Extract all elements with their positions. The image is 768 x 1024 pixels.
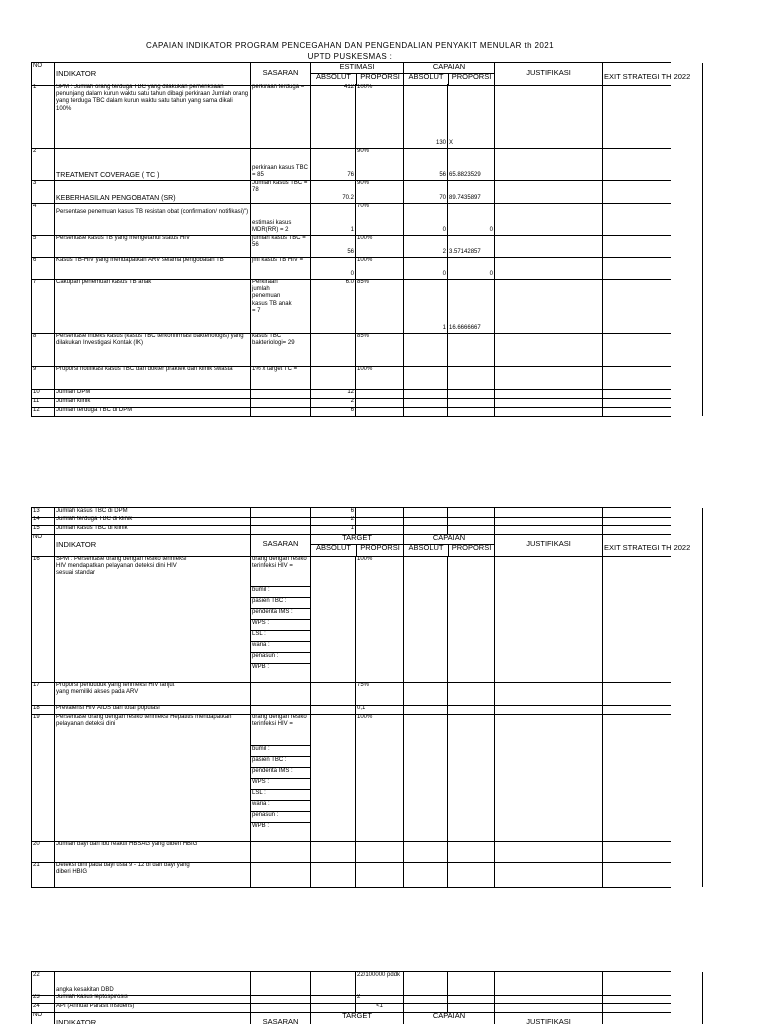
row-indikator: Persentase kasus TB yang mengetahui status HIV — [55, 235, 251, 257]
row-indikator: KEBERHASILAN PENGOBATAN (SR) — [55, 180, 251, 203]
row-justifikasi — [495, 180, 603, 203]
row-capaian-absolut — [404, 994, 448, 1003]
table-row — [31, 180, 671, 204]
row-capaian-absolut — [404, 862, 448, 887]
row-exit-strategi — [603, 556, 703, 682]
row-justifikasi — [495, 203, 603, 235]
row-exit-strategi — [603, 994, 703, 1003]
row-capaian-proporsi — [448, 333, 495, 366]
row-justifikasi — [495, 148, 603, 180]
table-row — [31, 333, 671, 367]
header-proporsi: PROPORSI — [360, 543, 400, 552]
sasaran-pasien-tbc: pasien TBC : — [251, 597, 310, 605]
row-no: 15 — [31, 525, 55, 534]
row-proporsi: 100% — [356, 84, 404, 148]
row-proporsi — [356, 407, 404, 416]
row-capaian-proporsi — [448, 994, 495, 1003]
sasaran-waria: waria : — [251, 800, 310, 808]
table-row — [31, 714, 671, 842]
header-exit-strategi: EXIT STRATEGI TH 2022 — [603, 63, 703, 85]
header-no: NO — [31, 63, 55, 85]
table-row — [31, 971, 671, 996]
row-no: 7 — [31, 279, 55, 333]
table-row — [31, 235, 671, 258]
row-absolut — [311, 556, 356, 682]
header-capaian-absolut: ABSOLUT — [404, 73, 449, 85]
row-justifikasi — [495, 841, 603, 862]
row-capaian-proporsi: 16.6666667 — [448, 279, 495, 333]
row-indikator: Jumlah klinik — [55, 398, 251, 407]
row-indikator: SPM : Persentase orang dengan resiko terinfeksi HIV mendapatkan pelayanan deteksi dini HIV sesuai standar — [55, 556, 251, 682]
row-exit-strategi — [603, 705, 703, 714]
row-absolut — [311, 841, 356, 862]
header-sasaran: SASARAN — [251, 534, 311, 556]
row-no: 23 — [31, 994, 55, 1003]
row-proporsi — [356, 862, 404, 887]
row-absolut: 6.0 — [311, 279, 356, 333]
header-proporsi: PROPORSI — [360, 72, 400, 81]
row-no: 20 — [31, 841, 55, 862]
row-proporsi: 90% — [356, 180, 404, 203]
header-estimasi-group — [311, 63, 404, 85]
row-no: 13 — [31, 508, 55, 517]
row-absolut: 0 — [311, 257, 356, 279]
header-justifikasi: JUSTIFIKASI — [495, 63, 603, 85]
sasaran-waria: waria : — [251, 641, 310, 649]
row-no: 3 — [31, 180, 55, 203]
row-capaian-proporsi — [448, 972, 495, 995]
header-no: NO — [31, 534, 55, 556]
table-row — [31, 366, 671, 390]
row-no: 19 — [31, 714, 55, 841]
row-exit-strategi — [603, 148, 703, 180]
row-no: 6 — [31, 257, 55, 279]
row-no: 2 — [31, 148, 55, 180]
header-absolut: ABSOLUT — [311, 544, 357, 556]
row-absolut: 56 — [311, 235, 356, 257]
row-absolut: 6 — [311, 407, 356, 416]
row-proporsi: 100% — [356, 257, 404, 279]
header-exit-strategi: EXIT STRATEGI TH 2022 — [603, 534, 703, 556]
document-title: CAPAIAN INDIKATOR PROGRAM PENCEGAHAN DAN PENGENDALIAN PENYAKIT MENULAR th 2021 — [146, 41, 554, 50]
row-justifikasi — [495, 516, 603, 525]
row-sasaran: jumlah kasus TBC = 56 — [251, 235, 311, 257]
row-no: 24 — [31, 1003, 55, 1012]
header-target: TARGET — [311, 1012, 404, 1024]
row-justifikasi — [495, 705, 603, 714]
row-absolut — [311, 862, 356, 887]
header-capaian-absolut: ABSOLUT — [404, 544, 449, 556]
row-absolut — [311, 333, 356, 366]
row-proporsi: 70% — [356, 203, 404, 235]
row-indikator: Jumlah terduga TBC di DPM — [55, 407, 251, 416]
header-capaian-proporsi: PROPORSI — [451, 543, 492, 552]
sasaran-penderita-ims: penderita IMS : — [251, 767, 310, 775]
row-sasaran — [251, 407, 311, 416]
row-sasaran — [251, 682, 311, 705]
row-proporsi: 2 — [356, 994, 404, 1003]
row-absolut: 70.2 — [311, 180, 356, 203]
row-absolut: 76 — [311, 148, 356, 180]
row-capaian-absolut: 0 — [404, 257, 448, 279]
row-indikator: Persentase penemuan kasus TB resistan obat (confirmation/ notifikasi)") — [55, 203, 251, 235]
row-capaian-proporsi — [448, 841, 495, 862]
table-row — [31, 203, 671, 236]
row-capaian-absolut — [404, 682, 448, 705]
header-capaian: CAPAIAN — [404, 1012, 495, 1024]
row-absolut — [311, 714, 356, 841]
row-indikator: Prevalensi HIV AIDS dari total populasi — [55, 705, 251, 714]
row-absolut: 6 — [311, 508, 356, 517]
row-capaian-absolut: 70 — [404, 180, 448, 203]
sasaran-lsl: LSL : — [251, 630, 310, 638]
row-proporsi: 100% — [356, 366, 404, 389]
row-no: 16 — [31, 556, 55, 682]
row-absolut: 12 — [311, 389, 356, 398]
row-proporsi: 0,1 — [356, 705, 404, 714]
row-exit-strategi — [603, 84, 703, 148]
row-absolut — [311, 682, 356, 705]
table-header — [31, 534, 691, 557]
row-absolut — [311, 994, 356, 1003]
row-exit-strategi — [603, 862, 703, 887]
table-row — [31, 279, 671, 334]
header-indikator: INDIKATOR — [55, 63, 251, 85]
sasaran-penderita-ims: penderita IMS : — [251, 608, 310, 616]
sasaran-bumil: bumil : — [251, 586, 310, 594]
row-indikator: Proporsi notifikasi kasus TBC dari dokter praktek dan klinik swasta — [55, 366, 251, 389]
table-row — [31, 407, 671, 417]
row-capaian-absolut — [404, 398, 448, 407]
row-exit-strategi — [603, 389, 703, 398]
row-justifikasi — [495, 84, 603, 148]
sasaran-wpb: WPB : — [251, 822, 310, 830]
row-proporsi — [356, 525, 404, 534]
row-proporsi: 85% — [356, 333, 404, 366]
header-estimasi: ESTIMASI — [311, 63, 403, 74]
row-proporsi — [356, 516, 404, 525]
row-capaian-proporsi — [448, 556, 495, 682]
row-proporsi: 100% — [356, 714, 404, 841]
row-justifikasi — [495, 235, 603, 257]
row-indikator: Proporsi penduduk yang terinfeksi HIV lanjut yang memiliki akses pada ARV — [55, 682, 251, 705]
row-absolut — [311, 1003, 356, 1012]
row-justifikasi — [495, 257, 603, 279]
row-indikator: angka kesakitan DBD — [55, 972, 251, 995]
sasaran-label: orang dengan resiko terinfeksi HIV = — [252, 556, 307, 570]
row-indikator: Persentase orang dengan resiko terinfeksi Hepatitis mendapatkan pelayanan deteksi dini — [55, 714, 251, 841]
header-capaian-group — [404, 63, 495, 85]
row-capaian-proporsi: 65.8823529 — [448, 148, 495, 180]
row-proporsi: 100% — [356, 235, 404, 257]
row-capaian-proporsi: 3.57142857 — [448, 235, 495, 257]
sasaran-wps: WPS : — [251, 619, 310, 627]
header-target: TARGET — [311, 534, 403, 545]
row-absolut: 1 — [311, 525, 356, 534]
row-capaian-absolut — [404, 516, 448, 525]
row-capaian-proporsi — [448, 525, 495, 534]
row-justifikasi — [495, 556, 603, 682]
row-justifikasi — [495, 366, 603, 389]
row-justifikasi — [495, 279, 603, 333]
row-exit-strategi — [603, 257, 703, 279]
row-sasaran: Perkiraan jumlah penemuan kasus TB anak = 7 — [251, 279, 311, 333]
row-capaian-absolut — [404, 1003, 448, 1012]
header-indikator: INDIKATOR — [55, 1012, 251, 1024]
row-proporsi — [356, 398, 404, 407]
row-justifikasi — [495, 1003, 603, 1012]
row-justifikasi — [495, 994, 603, 1003]
table-header — [31, 1012, 671, 1024]
row-capaian-absolut — [404, 389, 448, 398]
header-capaian-proporsi: PROPORSI — [451, 72, 492, 81]
document-subtitle: UPTD PUSKESMAS : — [307, 52, 393, 61]
row-capaian-absolut — [404, 841, 448, 862]
row-capaian-proporsi: 0 — [448, 257, 495, 279]
row-capaian-absolut — [404, 556, 448, 682]
sasaran-bumil: bumil : — [251, 745, 310, 753]
row-proporsi — [356, 389, 404, 398]
row-capaian-absolut — [404, 366, 448, 389]
sasaran-label: orang dengan resiko terinfeksi HIV = — [252, 714, 307, 728]
row-capaian-absolut: 2 — [404, 235, 448, 257]
table-row — [31, 84, 671, 149]
header-capaian-group — [404, 534, 495, 556]
row-justifikasi — [495, 407, 603, 416]
row-capaian-proporsi: 0 — [448, 203, 495, 235]
row-indikator: API (Annual Parasit Insidens) — [55, 1003, 251, 1012]
row-justifikasi — [495, 682, 603, 705]
table-row — [31, 148, 671, 181]
row-proporsi: 100% — [356, 556, 404, 682]
row-absolut — [311, 972, 356, 995]
sasaran-penasun: penasun : — [251, 652, 310, 660]
row-capaian-proporsi — [448, 862, 495, 887]
row-sasaran — [251, 714, 311, 841]
row-no: 4 — [31, 203, 55, 235]
row-justifikasi — [495, 389, 603, 398]
row-exit-strategi — [603, 180, 703, 203]
row-exit-strategi — [603, 407, 703, 416]
row-justifikasi — [495, 972, 603, 995]
sasaran-pasien-tbc: pasien TBC : — [251, 756, 310, 764]
row-justifikasi — [495, 333, 603, 366]
row-no: 18 — [31, 705, 55, 714]
row-absolut: 1 — [311, 203, 356, 235]
header-target-group — [311, 534, 404, 556]
row-exit-strategi — [603, 682, 703, 705]
row-sasaran — [251, 862, 311, 887]
row-absolut: 2 — [311, 398, 356, 407]
row-exit-strategi — [603, 516, 703, 525]
row-sasaran — [251, 994, 311, 1003]
row-capaian-absolut — [404, 705, 448, 714]
row-absolut: 2 — [311, 516, 356, 525]
row-no: 1 — [31, 84, 55, 148]
table-row — [31, 682, 671, 706]
row-justifikasi — [495, 525, 603, 534]
row-proporsi — [356, 841, 404, 862]
sasaran-wpb: WPB : — [251, 663, 310, 671]
row-indikator: TREATMENT COVERAGE ( TC ) — [55, 148, 251, 180]
row-no: 12 — [31, 407, 55, 416]
row-capaian-absolut — [404, 333, 448, 366]
row-justifikasi — [495, 862, 603, 887]
table-row — [31, 556, 671, 683]
header-sasaran: SASARAN — [251, 1012, 311, 1024]
row-capaian-proporsi — [448, 389, 495, 398]
row-sasaran — [251, 705, 311, 714]
row-sasaran — [251, 556, 311, 682]
row-exit-strategi — [603, 1003, 703, 1012]
row-proporsi: 85% — [356, 279, 404, 333]
row-exit-strategi — [603, 972, 703, 995]
row-sasaran — [251, 972, 311, 995]
row-capaian-proporsi — [448, 366, 495, 389]
row-justifikasi — [495, 714, 603, 841]
header-absolut: ABSOLUT — [311, 73, 357, 85]
row-indikator: Jumlah bayi dari ibu reaktif HBSAG yang diberi HBIG — [55, 841, 251, 862]
row-capaian-proporsi: 89.7435897 — [448, 180, 495, 203]
row-capaian-proporsi — [448, 1003, 495, 1012]
row-sasaran: 1% x target TC = — [251, 366, 311, 389]
row-exit-strategi — [603, 279, 703, 333]
row-exit-strategi — [603, 366, 703, 389]
row-capaian-absolut — [404, 407, 448, 416]
row-no: 9 — [31, 366, 55, 389]
header-no: NO — [31, 1012, 55, 1024]
row-absolut: 412 — [311, 84, 356, 148]
header-capaian: CAPAIAN — [404, 63, 494, 74]
row-capaian-absolut: 56 — [404, 148, 448, 180]
table-row — [31, 841, 671, 863]
table-row — [31, 257, 671, 280]
row-sasaran: kasus TBC bakteriologi= 29 — [251, 333, 311, 366]
row-capaian-absolut — [404, 714, 448, 841]
row-indikator: Kasus TB-HIV yang mendapatkan ARV selama pengobatan TB — [55, 257, 251, 279]
row-sasaran: estimasi kasus MDR(RR) = 2 — [251, 203, 311, 235]
header-justifikasi: JUSTIFIKASI — [495, 1012, 603, 1024]
sasaran-penasun: penasun : — [251, 811, 310, 819]
row-sasaran: perkiraan terduga = — [251, 84, 311, 148]
row-sasaran — [251, 389, 311, 398]
row-no: 14 — [31, 516, 55, 525]
row-indikator: Cakupan penemuan kasus TB anak — [55, 279, 251, 333]
row-proporsi: <1 — [356, 1003, 404, 1012]
row-capaian-absolut: 130 — [404, 84, 448, 148]
row-indikator: Jumlah kasus leptospirosis — [55, 994, 251, 1003]
row-exit-strategi — [603, 841, 703, 862]
row-proporsi: 75% — [356, 682, 404, 705]
sasaran-lsl: LSL : — [251, 789, 310, 797]
row-no: 17 — [31, 682, 55, 705]
row-sasaran: Jumlah kasus TBC = 78 — [251, 180, 311, 203]
row-sasaran: perkiraan kasus TBC = 85 — [251, 148, 311, 180]
row-capaian-absolut — [404, 972, 448, 995]
table-row — [31, 862, 671, 888]
row-sasaran — [251, 525, 311, 534]
row-indikator: Deteksi dini pada bayi usia 9 - 12 bl dari bayi yang diberi HBIG — [55, 862, 251, 887]
row-sasaran — [251, 1003, 311, 1012]
row-capaian-proporsi — [448, 516, 495, 525]
row-no: 5 — [31, 235, 55, 257]
sasaran-wps: WPS : — [251, 778, 310, 786]
row-capaian-proporsi — [448, 714, 495, 841]
header-exit-strategi — [603, 1012, 703, 1024]
row-indikator: Jumlah kasus TBC di DPM — [55, 508, 251, 517]
header-capaian: CAPAIAN — [404, 534, 494, 545]
row-absolut — [311, 366, 356, 389]
row-indikator: Jumlah DPM — [55, 389, 251, 398]
table-header — [31, 62, 691, 86]
row-absolut — [311, 705, 356, 714]
row-capaian-proporsi — [448, 407, 495, 416]
row-indikator: Jumlah kasus TBC di klinik — [55, 525, 251, 534]
row-exit-strategi — [603, 203, 703, 235]
row-capaian-proporsi — [448, 705, 495, 714]
row-sasaran — [251, 516, 311, 525]
row-sasaran — [251, 841, 311, 862]
row-no: 11 — [31, 398, 55, 407]
row-no: 22 — [31, 972, 55, 995]
row-proporsi: 90% — [356, 148, 404, 180]
header-justifikasi: JUSTIFIKASI — [495, 534, 603, 556]
row-no: 10 — [31, 389, 55, 398]
row-exit-strategi — [603, 714, 703, 841]
row-justifikasi — [495, 398, 603, 407]
row-exit-strategi — [603, 398, 703, 407]
row-capaian-proporsi — [448, 682, 495, 705]
row-capaian-proporsi: X — [448, 84, 495, 148]
row-capaian-proporsi — [448, 398, 495, 407]
row-proporsi: 22/100000 pddk — [356, 972, 404, 995]
row-sasaran: jml kasus TB HIV = — [251, 257, 311, 279]
row-indikator: SPM : Jumlah orang terduga TBC yang dilakukan pemeriksaan penunjang dalam kurun waktu satu tahun dibagi perkiraan Jumlah orang yang terduga TBC dalam kurun waktu satu tahun yang sama dikali 100% — [55, 84, 251, 148]
row-sasaran — [251, 398, 311, 407]
row-capaian-absolut: 1 — [404, 279, 448, 333]
row-indikator: Persentase indeks kasus (kasus TBC terkonfirmasi bakteriologis) yang dilakukan Investigasi Kontak (IK) — [55, 333, 251, 366]
header-sasaran: SASARAN — [251, 63, 311, 85]
row-no: 21 — [31, 862, 55, 887]
row-exit-strategi — [603, 525, 703, 534]
row-capaian-absolut — [404, 525, 448, 534]
row-exit-strategi — [603, 333, 703, 366]
header-indikator: INDIKATOR — [55, 534, 251, 556]
row-capaian-absolut: 0 — [404, 203, 448, 235]
row-exit-strategi — [603, 235, 703, 257]
row-no: 8 — [31, 333, 55, 366]
row-indikator: Jumlah terduga TBC di klinik — [55, 516, 251, 525]
